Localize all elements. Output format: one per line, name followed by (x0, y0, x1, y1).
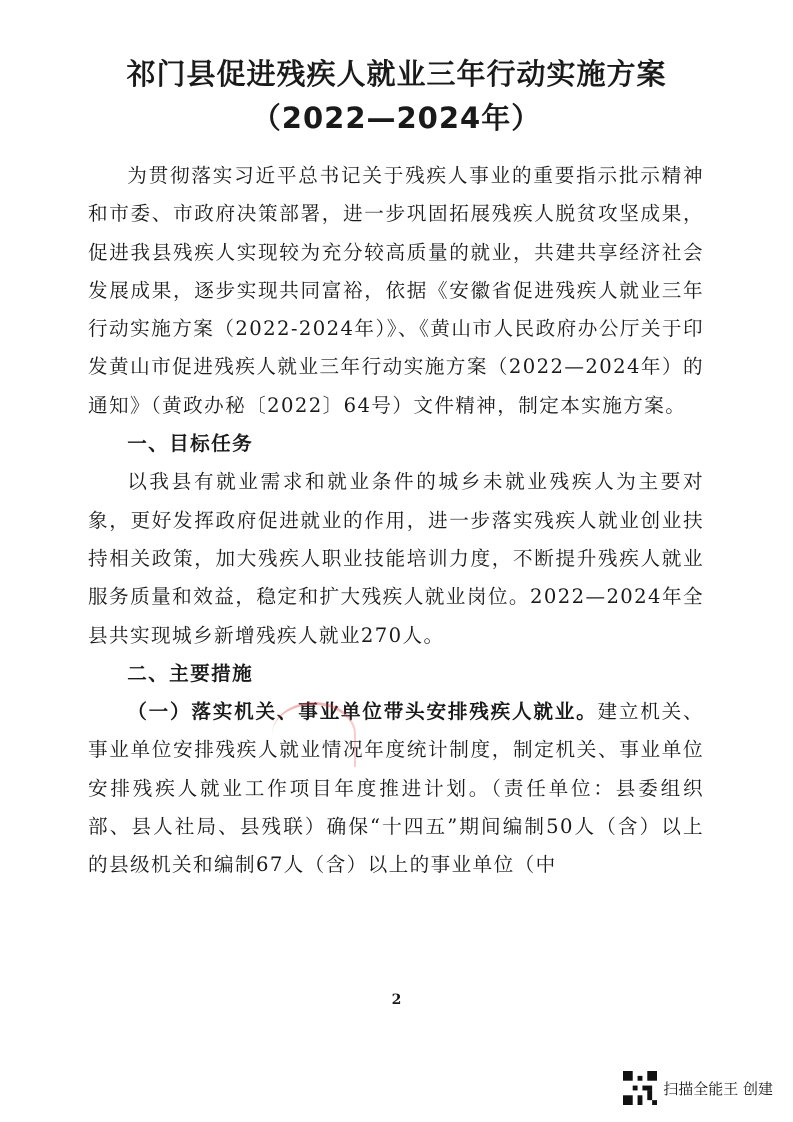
scanner-label: 扫描全能王 创建 (663, 1079, 773, 1098)
measure-1-lead: （一）落实机关、事业单位带头安排残疾人就业。 (127, 700, 598, 724)
official-seal-fragment (272, 702, 356, 767)
section-heading-goals: 一、目标任务 (127, 432, 254, 456)
document-subtitle-years: （2022—2024年） (251, 101, 542, 135)
document-body (88, 157, 704, 885)
page-number: 2 (391, 992, 402, 1008)
measure-1-paragraph (88, 693, 704, 884)
scanner-watermark (623, 1067, 773, 1109)
intro-paragraph: 为贯彻落实习近平总书记关于残疾人事业的重要指示批示精神和市委、市政府决策部署，进一步巩固拓展残疾人脱贫攻坚成果，促进我县残疾人实现较为充分较高质量的就业，共建共享经济社会发展成果，逐步实现共同富裕，依据《安徽省促进残疾人就业三年行动实施方案（2022-2024年）》、《黄山市人民政府办公厅关于印发黄山市促进残疾人就业三年行动实施方案（2022—2024年）的通知》（黄政办秘〔2022〕64号）文件精神，制定本实施方案。 (88, 164, 704, 417)
measure-1-text: 建立机关、事业单位安排残疾人就业情况年度统计制度，制定机关、事业单位安排残疾人就业工作项目年度推进计划。（责任单位：县委组织部、县人社局、县残联）确保“十四五”期间编制50人（含）以上的县级机关和编制67人（含）以上的事业单位（中 (88, 700, 704, 877)
document-title: 祁门县促进残疾人就业三年行动实施方案 (126, 57, 667, 91)
goals-paragraph: 以我县有就业需求和就业条件的城乡未就业残疾人为主要对象，更好发挥政府促进就业的作用，进一步落实残疾人就业创业扶持相关政策，加大残疾人职业技能培训力度，不断提升残疾人就业服务质量和效益，稳定和扩大残疾人就业岗位。2022—2024年全县共实现城乡新增残疾人就业270人。 (88, 470, 704, 647)
section-heading-measures: 二、主要措施 (127, 661, 254, 685)
qr-code-icon (623, 1071, 657, 1105)
